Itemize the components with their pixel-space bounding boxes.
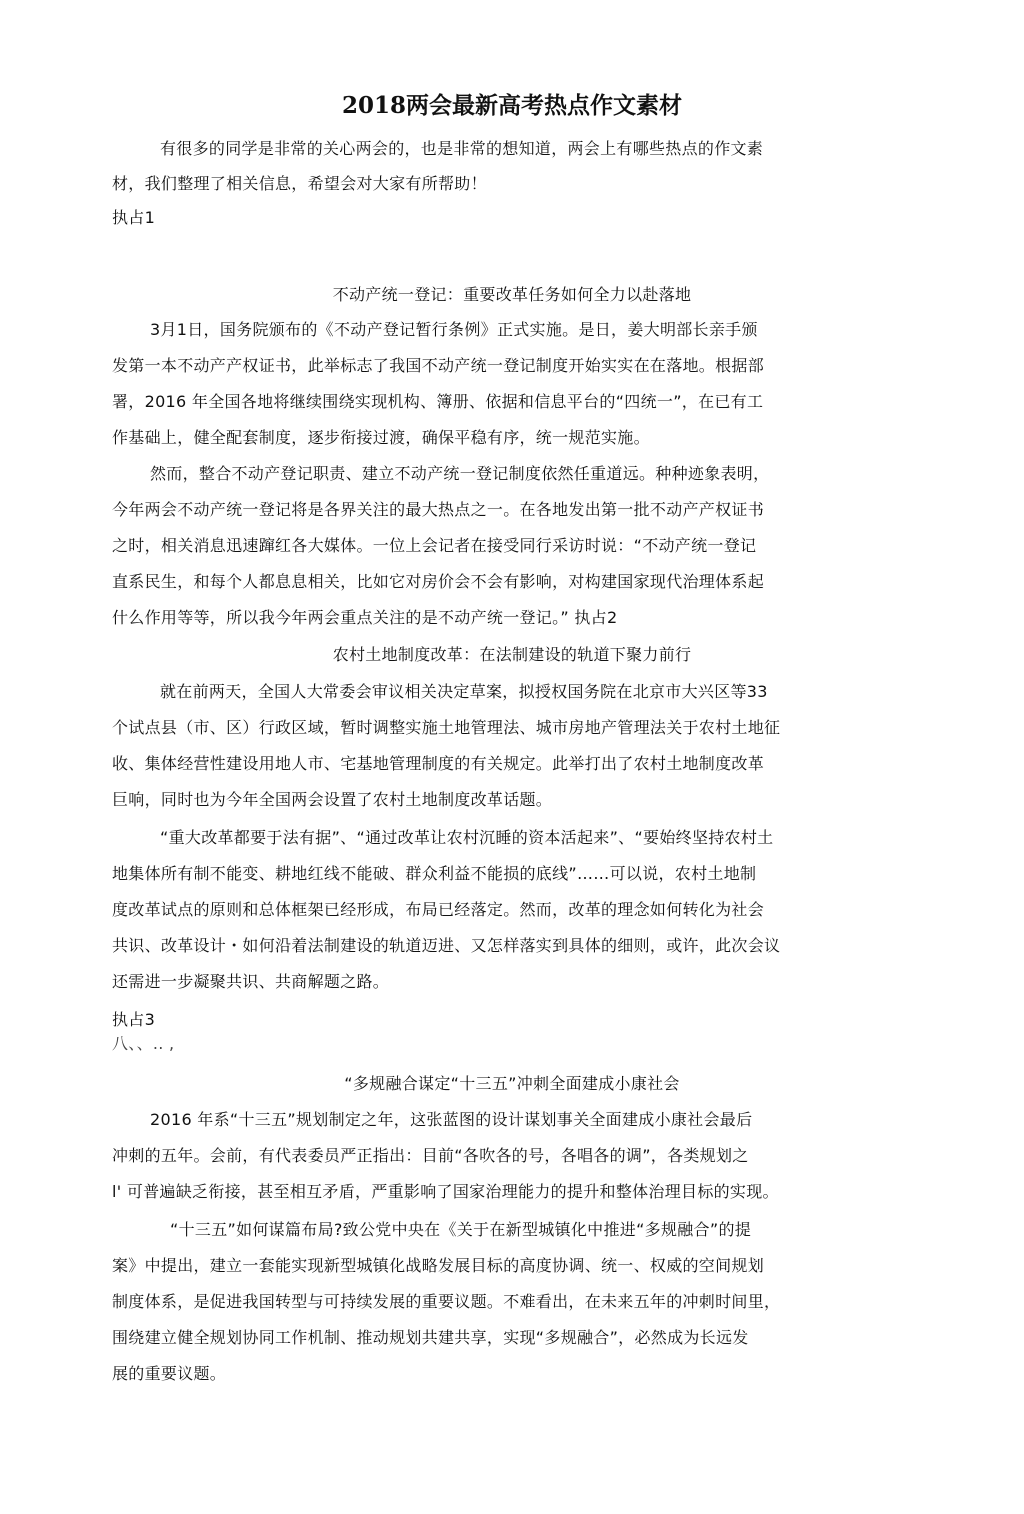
paragraph-line: 今年两会不动产统一登记将是各界关注的最大热点之一。在各地发出第一批不动产产权证书 <box>112 500 765 519</box>
paragraph-line: 2016 年系“十三五”规划制定之年，这张蓝图的设计谋划事关全面建成小康社会最后 <box>150 1110 753 1129</box>
paragraph-line: 收、集体经营性建设用地人市、宅基地管理制度的有关规定。此举打出了农村土地制度改革 <box>112 754 765 773</box>
intro-line: 材，我们整理了相关信息，希望会对大家有所帮助！ <box>112 174 487 193</box>
paragraph-line: 3月1日，国务院颁布的《不动产登记暂行条例》正式实施。是日，姜大明部长亲手颁 <box>150 320 758 339</box>
paragraph-line: “重大改革都要于法有据”、“通过改革让农村沉睡的资本活起来”、“要始终坚持农村土 <box>160 828 774 847</box>
paragraph-line: 发第一本不动产产权证书，此举标志了我国不动产统一登记制度开始实实在在落地。根据部 <box>112 356 765 375</box>
section3-heading: “多规融合谋定“十三五”冲刺全面建成小康社会 <box>344 1074 680 1093</box>
paragraph-line: 直系民生，和每个人都息息相关，比如它对房价会不会有影响，对构建国家现代治理体系起 <box>112 572 765 591</box>
section3-label: 执占3 <box>112 1010 156 1029</box>
paragraph-line: 还需进一步凝聚共识、共商解题之路。 <box>112 972 390 991</box>
paragraph-line: 署，2016 年全国各地将继续围绕实现机构、簿册、依据和信息平台的“四统一”，在已有工 <box>112 392 764 411</box>
paragraph-line: 地集体所有制不能变、耕地红线不能破、群众利益不能损的底线”……可以说，农村土地制 <box>112 864 757 883</box>
paragraph-line: l' 可普遍缺乏衔接，甚至相互矛盾，严重影响了国家治理能力的提升和整体治理目标的实现。 <box>112 1182 779 1201</box>
paragraph-line: 个试点县（市、区）行政区域，暂时调整实施土地管理法、城市房地产管理法关于农村土地征 <box>112 718 781 737</box>
paragraph-line: 案》中提出，建立一套能实现新型城镇化战略发展目标的高度协调、统一、权威的空间规划 <box>112 1256 765 1275</box>
paragraph-line: 围绕建立健全规划协同工作机制、推动规划共建共享，实现“多规融合”，必然成为长远发 <box>112 1328 749 1347</box>
section3-label-extra: 八、、.. , <box>112 1034 175 1053</box>
paragraph-line: 展的重要议题。 <box>112 1364 227 1383</box>
section2-heading: 农村土地制度改革：在法制建设的轨道下聚力前行 <box>332 645 692 664</box>
paragraph-line: 共识、改革设计・如何沿着法制建设的轨道迈进、又怎样落实到具体的细则，或许，此次会议 <box>112 936 781 955</box>
section1-heading: 不动产统一登记：重要改革任务如何全力以赴落地 <box>332 285 692 304</box>
paragraph-line: 作基础上，健全配套制度，逐步衔接过渡，确保平稳有序，统一规范实施。 <box>112 428 650 447</box>
document-title: 2018两会最新高考热点作文素材 <box>341 92 682 119</box>
paragraph-line: 冲刺的五年。会前，有代表委员严正指出：目前“各吹各的号，各唱各的调”，各类规划之 <box>112 1146 749 1165</box>
paragraph-line: 制度体系，是促进我国转型与可持续发展的重要议题。不难看出，在未来五年的冲刺时间里， <box>112 1292 781 1311</box>
paragraph-line: 度改革试点的原则和总体框架已经形成，布局已经落定。然而，改革的理念如何转化为社会 <box>112 900 765 919</box>
paragraph-line: “十三五”如何谋篇布局?致公党中央在《关于在新型城镇化中推进“多规融合”的提 <box>170 1220 752 1239</box>
paragraph-line: 就在前两天，全国人大常委会审议相关决定草案，拟授权国务院在北京市大兴区等33 <box>160 682 768 701</box>
paragraph-line: 巨响，同时也为今年全国两会设置了农村土地制度改革话题。 <box>112 790 553 809</box>
intro-line: 有很多的同学是非常的关心两会的，也是非常的想知道，两会上有哪些热点的作文素 <box>160 139 764 158</box>
section1-label: 执占1 <box>112 208 156 227</box>
paragraph-line: 然而，整合不动产登记职责、建立不动产统一登记制度依然任重道远。种种迹象表明， <box>150 464 770 483</box>
paragraph-line: 什么作用等等，所以我今年两会重点关注的是不动产统一登记。” 执占2 <box>112 608 618 627</box>
paragraph-line: 之时，相关消息迅速蹿红各大媒体。一位上会记者在接受同行采访时说：“不动产统一登记 <box>112 536 757 555</box>
